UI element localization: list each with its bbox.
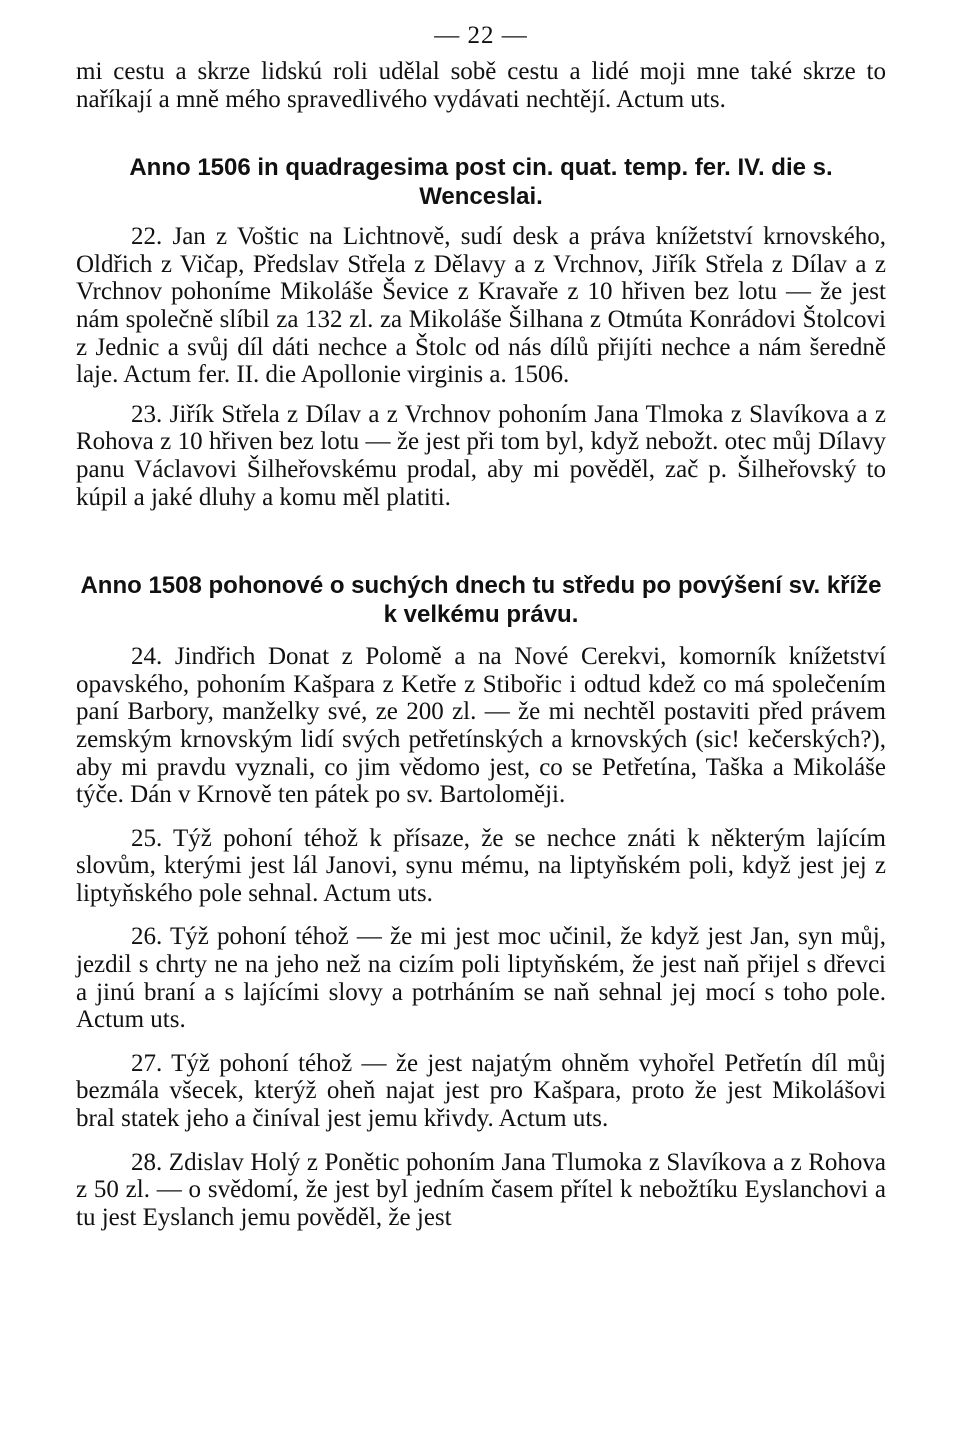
- paragraph-continuation: mi cestu a skrze lidskú roli udělal sobě cestu a lidé moji mne také skrze to naříkají a mně mého spravedlivého vydávati nechtějí. Actum uts.: [76, 58, 886, 113]
- entry-24: 24. Jindřich Donat z Polomě a na Nové Cerekvi, komorník knížetství opavského, pohoním Kašpara z Ketře z Stibořic i odtud kdež co má společením paní Barbory, manželky své, ze 200 zl. — že mi nechtěl postaviti před právem zemským krnovským lidí svých petřetínských a krnovských (sic! kečerských?), aby mi pravdu vyznali, co jim vědomo jest, co se Petřetína, Taška a Mikoláše týče. Dán v Krnově ten pátek po sv. Bartoloměji.: [76, 643, 886, 809]
- entry-25: 25. Týž pohoní téhož k přísaze, že se nechce znáti k některým lajícím slovům, kterými jest lál Janovi, synu mému, na liptyňském poli, když jest jej z liptyňského pole sehnal. Actum uts.: [76, 824, 886, 907]
- page-number: — 22 —: [434, 22, 528, 49]
- section-heading-1506: Anno 1506 in quadragesima post cin. quat. temp. fer. IV. die s. Wenceslai.: [129, 154, 833, 211]
- entry-28: 28. Zdislav Holý z Ponětic pohoním Jana Tlumoka z Slavíkova a z Rohova z 50 zl. — o svědomí, že jest byl jedním časem přítel k nebožtíku Eyslanchovi a tu jest Eyslanch jemu pověděl, že jest: [76, 1148, 886, 1231]
- entry-27: 27. Týž pohoní téhož — že jest najatým ohněm vyhořel Petřetín díl můj bezmála všecek, kterýž oheň najat jest pro Kašpara, proto že jest Mikolášovi bral statek jeho a činíval jest jemu křivdy. Actum uts.: [76, 1049, 886, 1133]
- entry-23: 23. Jiřík Střela z Dílav a z Vrchnov pohoním Jana Tlmoka z Slavíkova a z Rohova z 10 hřiven bez lotu — že jest při tom byl, když nebožt. otec můj Dílavy panu Václavovi Šilheřovskému prodal, aby mi pověděl, zač p. Šilheřovský to kúpil a jaké dluhy a komu měl platiti.: [76, 400, 886, 511]
- entry-26: 26. Týž pohoní téhož — že mi jest moc učinil, že když jest Jan, syn můj, jezdil s chrty ne na jeho než na cizím poli liptyňském, že jest naň přijel s dřevci a jinú braní a s lajícími slovy a potrháním se naň sehnal jej mocí s toho pole. Actum uts.: [76, 923, 886, 1034]
- section-heading-1508: Anno 1508 pohonové o suchých dnech tu středu po povýšení sv. kříže k velkému právu.: [80, 572, 882, 629]
- entry-22: 22. Jan z Voštic na Lichtnově, sudí desk a práva knížetství krnovského, Oldřich z Vičap, Předslav Střela z Dělavy a z Vrchnov, Jiřík Střela z Dílav a z Vrchnov pohoníme Mikoláše Ševice z Kravaře z 10 hřiven bez lotu — že jest nám společně slíbil za 132 zl. za Mikoláše Šilhana z Otmúta Konrádovi Štolcovi z Jednic a svůj díl dáti nechce a Štolc od nás dílů přijíti nechce a nám šeredně laje. Actum fer. II. die Apollonie virginis a. 1506.: [76, 223, 886, 389]
